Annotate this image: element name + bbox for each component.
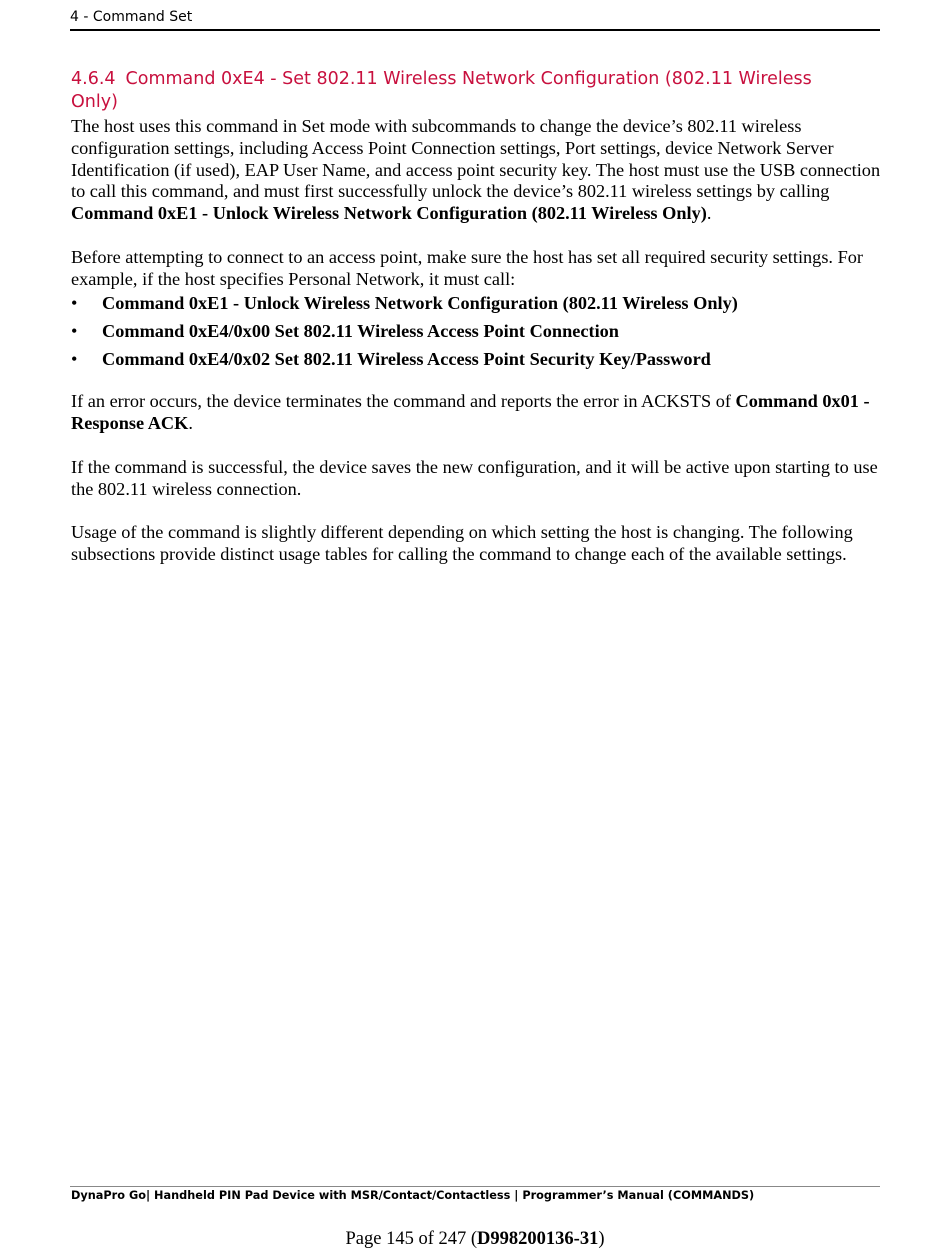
paragraph-error: If an error occurs, the device terminates the command and reports the error in ACKSTS of Command 0x01 - Response ACK. bbox=[71, 391, 870, 433]
paragraph-usage: Usage of the command is slightly different depending on which setting the host is changing. The following subsections provide distinct usage tables for calling the command to change each of the available settings. bbox=[71, 522, 853, 565]
footer-document-title: DynaPro Go| Handheld PIN Pad Device with MSR/Contact/Contactless | Programmer’s Manual (COMMANDS) bbox=[71, 1189, 755, 1202]
cross-reference-ack: Command 0x01 - Response ACK bbox=[71, 391, 870, 433]
section-heading bbox=[71, 68, 861, 114]
section-title-text: Command 0xE4 - Set 802.11 Wireless Network Configuration (802.11 Wireless Only) bbox=[71, 69, 812, 112]
document-number: D998200136-31 bbox=[477, 1229, 599, 1249]
footer-divider bbox=[70, 1186, 880, 1187]
list-item: • Command 0xE1 - Unlock Wireless Network Configuration (802.11 Wireless Only) bbox=[71, 292, 738, 313]
paragraph-security: Before attempting to connect to an access point, make sure the host has set all required security settings. For example, if the host specifies Personal Network, it must call: bbox=[71, 246, 863, 289]
required-commands-list bbox=[71, 293, 883, 372]
paragraph-success: If the command is successful, the device saves the new configuration, and it will be active upon starting to use the 802.11 wireless connection. bbox=[71, 456, 878, 499]
bullet-glyph: • bbox=[71, 349, 78, 370]
bullet-glyph: • bbox=[71, 292, 78, 313]
section-number: 4.6.4 bbox=[71, 69, 116, 89]
list-item: • Command 0xE4/0x00 Set 802.11 Wireless Access Point Connection bbox=[71, 320, 619, 341]
cross-reference-unlock: Command 0xE1 - Unlock Wireless Network Configuration (802.11 Wireless Only) bbox=[71, 203, 707, 224]
section-body bbox=[71, 116, 883, 588]
list-item: • Command 0xE4/0x02 Set 802.11 Wireless Access Point Security Key/Password bbox=[71, 349, 711, 370]
page-number: Page 145 of 247 (D998200136-31) bbox=[345, 1229, 605, 1249]
bullet-glyph: • bbox=[71, 320, 78, 341]
paragraph-intro: The host uses this command in Set mode with subcommands to change the device’s 802.11 wireless configuration settings, including Access Point Connection settings, Port settings, device Network Server Identification (if used), EAP User Name, and access point security key. The host must use the USB connection to call this command, and must first successfully unlock the device’s 802.11 wireless settings by calling Command 0xE1 - Unlock Wireless Network Configuration (802.11 Wireless Only). bbox=[71, 116, 881, 224]
running-header bbox=[70, 6, 880, 31]
running-title: 4 - Command Set bbox=[70, 9, 193, 25]
